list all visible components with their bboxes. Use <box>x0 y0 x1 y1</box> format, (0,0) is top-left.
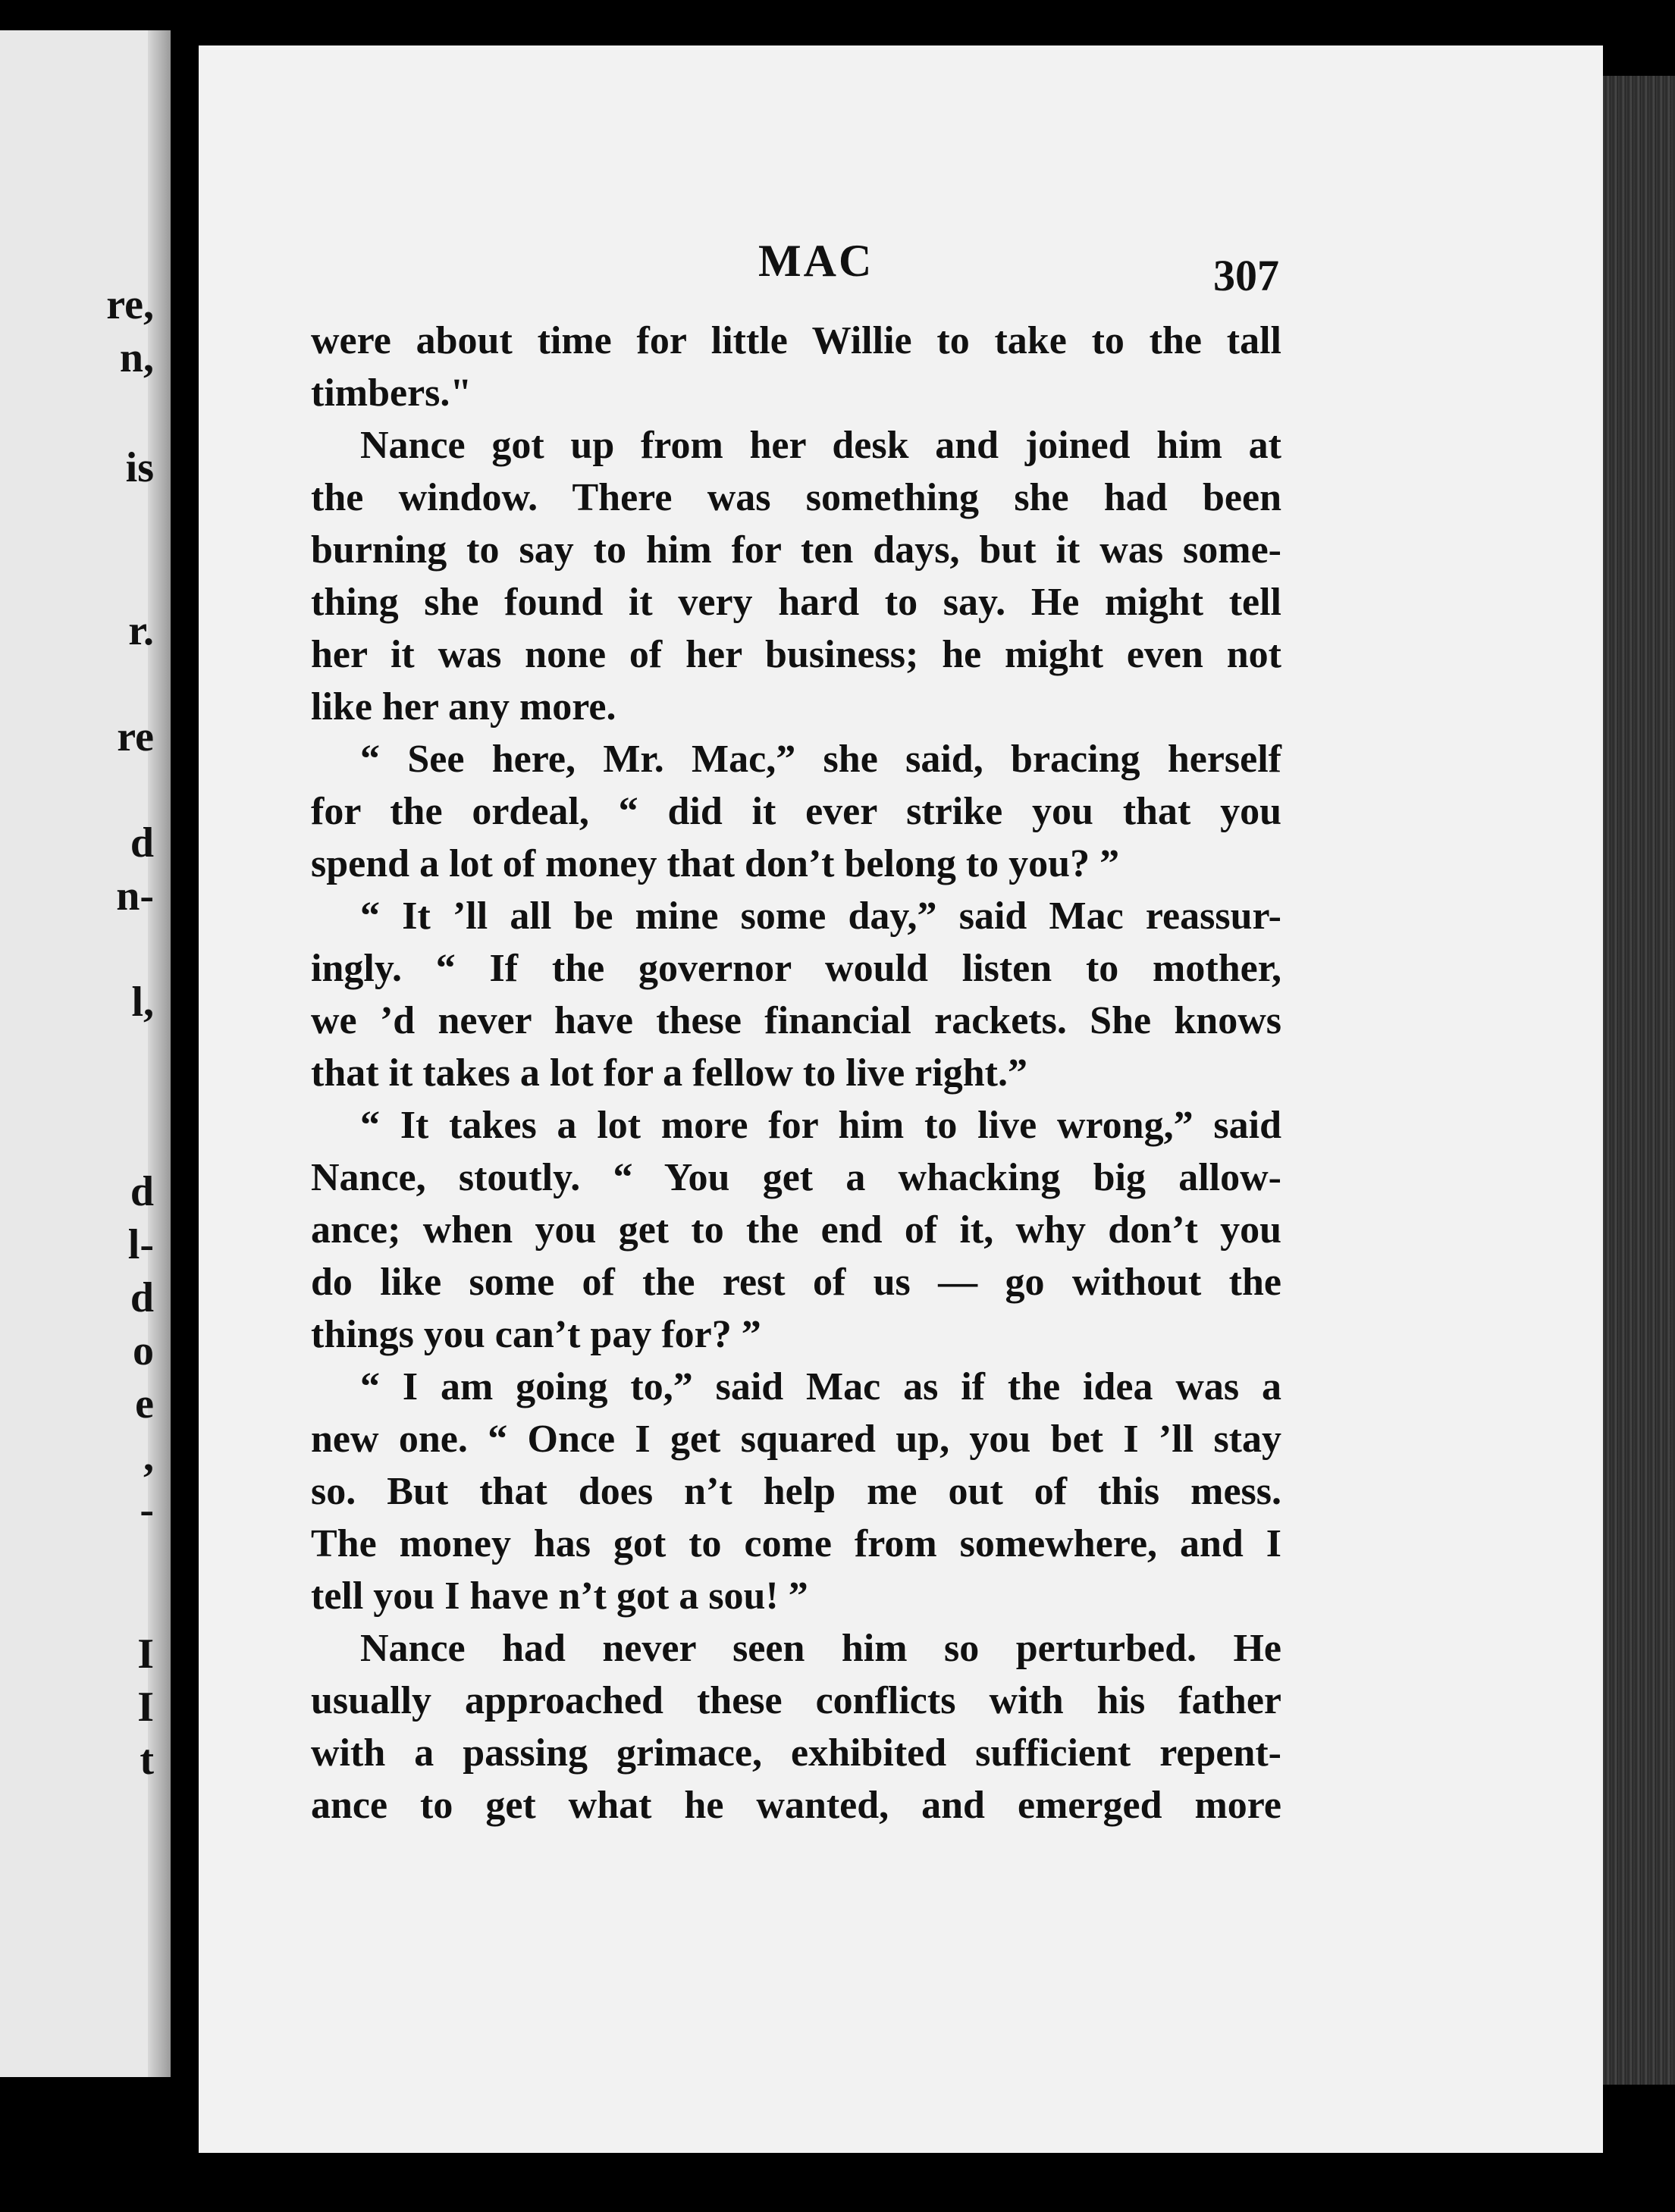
text-line: her it was none of her business; he might even not <box>311 633 1281 676</box>
left-page-fragment: r. <box>128 607 154 654</box>
text-line: things you can’t pay for? ” <box>311 1313 761 1356</box>
text-line: so. But that does n’t help me out of this mess. <box>311 1470 1281 1513</box>
left-page-fragment: l- <box>127 1221 154 1268</box>
text-line: do like some of the rest of us — go without the <box>311 1261 1281 1304</box>
text-line: The money has got to come from somewhere, and I <box>311 1522 1281 1565</box>
text-line: spend a lot of money that don’t belong to you? ” <box>311 842 1120 885</box>
left-page-fragment: e <box>135 1380 154 1427</box>
text-line: ingly. “ If the governor would listen to mother, <box>311 947 1281 990</box>
text-line: thing she found it very hard to say. He might tell <box>311 581 1281 624</box>
left-page-fragment: d <box>130 819 154 866</box>
left-page-fragment: o <box>133 1327 154 1374</box>
text-line: “ It ’ll all be mine some day,” said Mac reassur- <box>360 895 1281 938</box>
left-page-fragment: is <box>125 444 154 491</box>
text-line: “ See here, Mr. Mac,” she said, bracing herself <box>360 738 1281 781</box>
left-page-fragment: re <box>117 713 154 760</box>
text-line: like her any more. <box>311 685 616 728</box>
body-text <box>311 315 1281 1831</box>
text-line: ance; when you get to the end of it, why don’t you <box>311 1208 1281 1252</box>
left-page <box>0 30 171 2077</box>
left-page-fragment: d <box>130 1274 154 1321</box>
left-page-fragment: n, <box>119 334 154 381</box>
left-page-fragment: I <box>137 1684 154 1731</box>
text-line: usually approached these conflicts with his father <box>311 1679 1281 1722</box>
text-line: timbers." <box>311 371 472 415</box>
left-page-fragment: d <box>130 1168 154 1215</box>
text-line: were about time for little Willie to take to the tall <box>311 319 1281 362</box>
running-title: MAC <box>758 236 874 286</box>
text-line: new one. “ Once I get squared up, you bet I ’ll stay <box>311 1418 1281 1461</box>
text-line: for the ordeal, “ did it ever strike you that you <box>311 790 1281 833</box>
text-line: “ I am going to,” said Mac as if the idea was a <box>360 1365 1281 1408</box>
running-head <box>199 235 1603 300</box>
page-number: 307 <box>1213 251 1279 300</box>
text-line: the window. There was something she had been <box>311 476 1281 519</box>
left-page-fragment: - <box>140 1487 154 1534</box>
text-line: Nance got up from her desk and joined him at <box>360 424 1281 467</box>
text-line: we ’d never have these financial rackets. She knows <box>311 999 1281 1042</box>
left-page-fragment: l, <box>131 979 154 1026</box>
text-line: ance to get what he wanted, and emerged more <box>311 1784 1281 1827</box>
page-edge <box>1603 76 1675 2085</box>
text-line: that it takes a lot for a fellow to live right.” <box>311 1051 1027 1095</box>
text-line: tell you I have n’t got a sou! ” <box>311 1574 808 1618</box>
left-page-fragment: , <box>143 1433 154 1480</box>
text-line: “ It takes a lot more for him to live wrong,” said <box>360 1104 1281 1147</box>
text-line: with a passing grimace, exhibited sufficient repent- <box>311 1731 1281 1775</box>
left-page-fragment: n- <box>116 873 154 920</box>
left-page-fragment: re, <box>106 281 154 328</box>
text-line: burning to say to him for ten days, but it was some- <box>311 528 1281 572</box>
text-line: Nance, stoutly. “ You get a whacking big allow- <box>311 1156 1281 1199</box>
left-page-fragment: I <box>137 1631 154 1678</box>
left-page-fragment: t <box>140 1737 154 1784</box>
text-line: Nance had never seen him so perturbed. He <box>360 1627 1281 1670</box>
